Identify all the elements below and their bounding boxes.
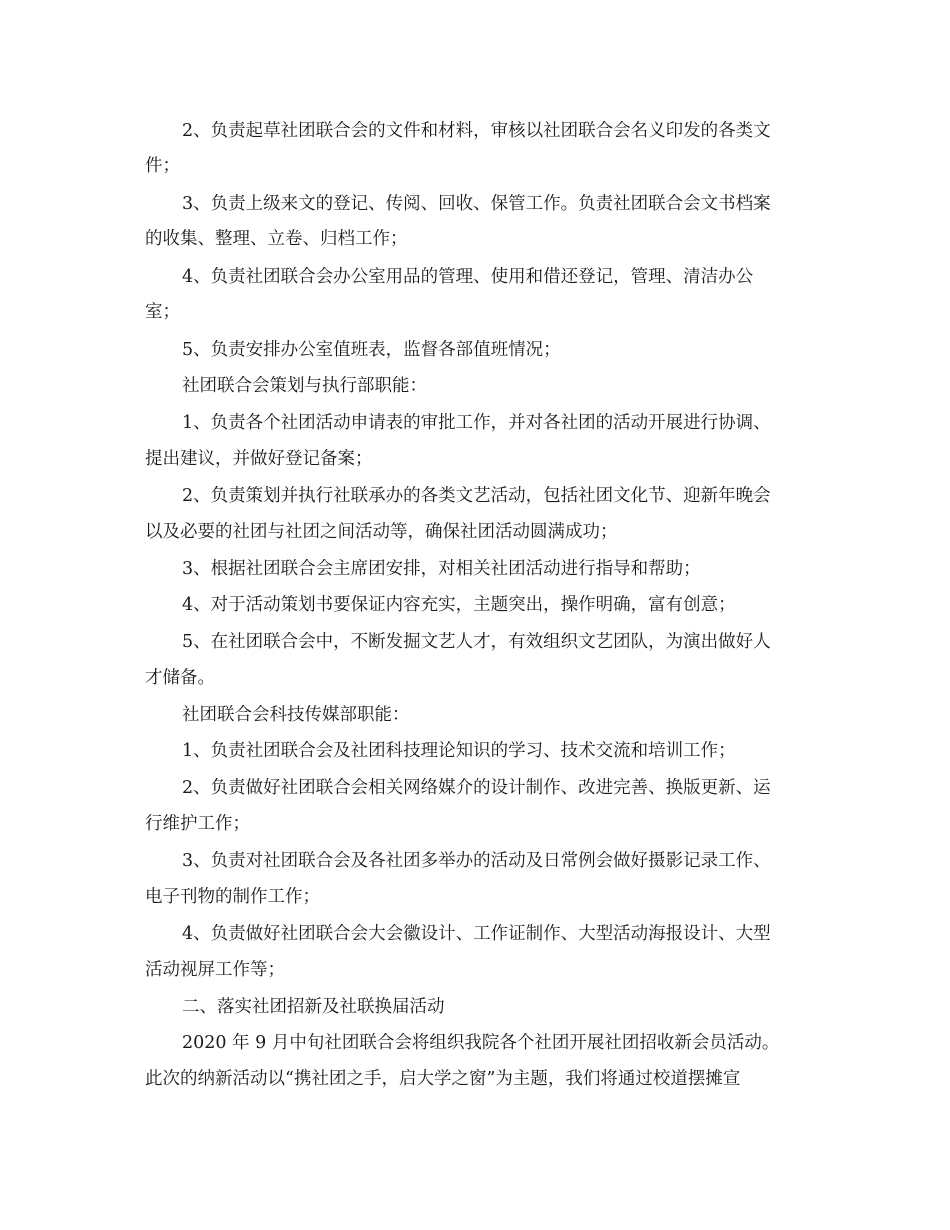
paragraph-line: 4、负责社团联合会办公室用品的管理、使用和借还登记，管理、清洁办公 [182,267,754,287]
paragraph-line: 2、负责起草社团联合会的文件和材料，审核以社团联合会名义印发的各类文 [182,121,771,141]
paragraph-line: 才储备。 [145,668,215,688]
paragraph-line: 的收集、整理、立卷、归档工作； [145,229,408,249]
paragraph-line: 4、负责做好社团联合会大会徽设计、工作证制作、大型活动海报设计、大型 [182,924,771,944]
paragraph-line: 2、负责策划并执行社联承办的各类文艺活动，包括社团文化节、迎新年晚会 [182,486,771,506]
paragraph-line: 以及必要的社团与社团之间活动等，确保社团活动圆满成功； [145,522,618,542]
section-heading: 社团联合会科技传媒部职能： [182,705,410,725]
paragraph-line: 2020 年 9 月中旬社团联合会将组织我院各个社团开展社团招收新会员活动。 [182,1033,780,1053]
paragraph-line: 活动视屏工作等； [145,960,285,980]
section-heading: 社团联合会策划与执行部职能： [182,376,427,396]
paragraph-line: 此次的纳新活动以“携社团之手，启大学之窗”为主题，我们将通过校道摆摊宣 [145,1069,741,1089]
paragraph-line: 3、负责上级来文的登记、传阅、回收、保管工作。负责社团联合会文书档案 [182,194,771,214]
section-heading: 二、落实社团招新及社联换届活动 [182,997,445,1017]
paragraph-line: 1、负责社团联合会及社团科技理论知识的学习、技术交流和培训工作； [182,741,736,761]
paragraph-line: 件； [145,156,180,176]
paragraph-line: 5、在社团联合会中，不断发掘文艺人才，有效组织文艺团队，为演出做好人 [182,632,771,652]
paragraph-line: 室； [145,302,180,322]
paragraph-line: 1、负责各个社团活动申请表的审批工作，并对各社团的活动开展进行协调、 [182,413,771,433]
paragraph-line: 行维护工作； [145,814,250,834]
paragraph-line: 5、负责安排办公室值班表，监督各部值班情况； [182,340,561,360]
paragraph-line: 3、根据社团联合会主席团安排，对相关社团活动进行指导和帮助； [182,559,701,579]
paragraph-line: 4、对于活动策划书要保证内容充实，主题突出，操作明确，富有创意； [182,595,736,615]
paragraph-line: 2、负责做好社团联合会相关网络媒介的设计制作、改进完善、换版更新、运 [182,778,771,798]
paragraph-line: 电子刊物的制作工作； [145,887,320,907]
paragraph-line: 3、负责对社团联合会及各社团多举办的活动及日常例会做好摄影记录工作、 [182,851,771,871]
paragraph-line: 提出建议，并做好登记备案； [145,449,373,469]
